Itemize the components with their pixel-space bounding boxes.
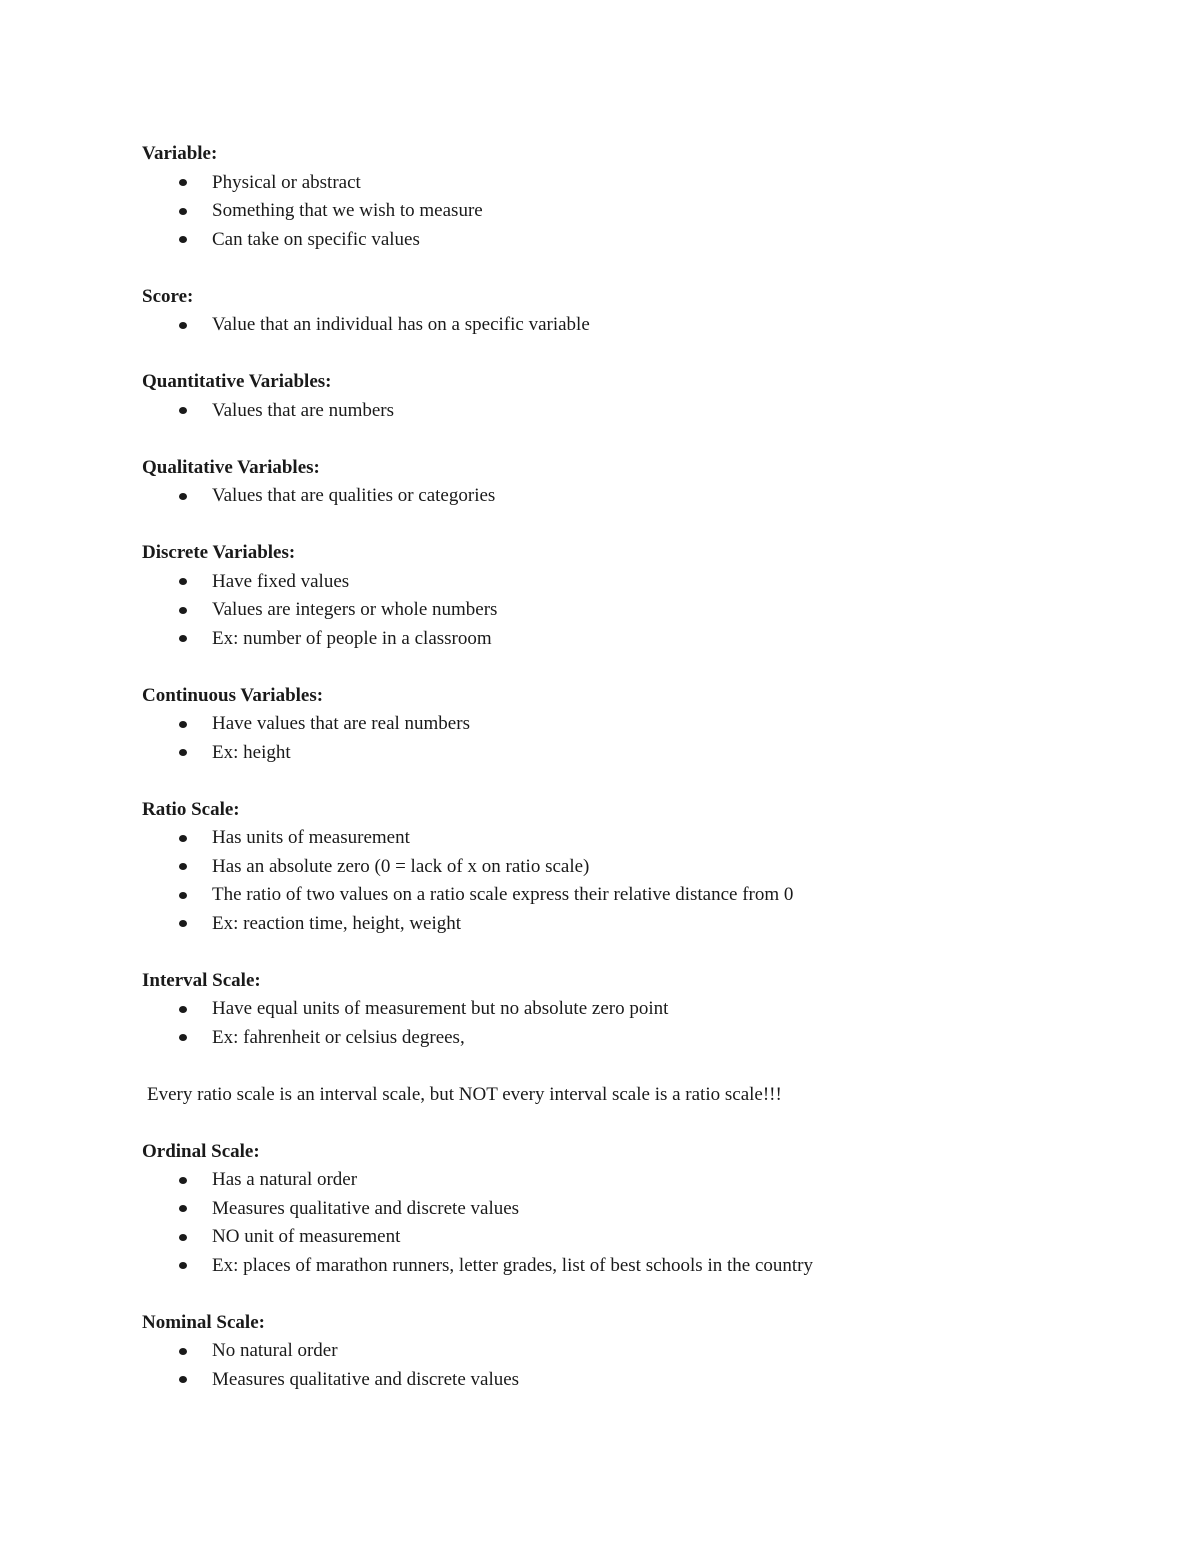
bullet-icon (179, 920, 187, 927)
list-item-text: Ex: fahrenheit or celsius degrees, (212, 1026, 465, 1048)
list-item (142, 910, 1122, 939)
section-qualitative-variables (142, 454, 1122, 511)
list-item (142, 1166, 1122, 1195)
bullet-icon (179, 635, 187, 642)
bullet-icon (179, 493, 187, 500)
section-quantitative-variables (142, 368, 1122, 425)
section-discrete-variables (142, 539, 1122, 653)
section-heading: Interval Scale: (142, 969, 261, 991)
bullet-list (142, 311, 1122, 340)
bullet-icon (179, 1348, 187, 1355)
list-item (142, 1024, 1122, 1053)
list-item-text: Physical or abstract (212, 171, 361, 193)
list-item-text: Have values that are real numbers (212, 713, 470, 734)
bullet-list (142, 1337, 1122, 1394)
list-item (142, 1337, 1122, 1366)
bullet-list (142, 710, 1122, 767)
list-item (142, 853, 1122, 882)
section-heading: Nominal Scale: (142, 1311, 265, 1333)
section-interval-scale (142, 967, 1122, 1053)
list-item-text: Ex: reaction time, height, weight (212, 912, 462, 934)
list-item (142, 881, 1122, 910)
bullet-list (142, 482, 1122, 511)
bullet-icon (179, 835, 187, 842)
list-item-text: Have equal units of measurement but no absolute zero point (212, 998, 669, 1019)
list-item-text: Measures qualitative and discrete values (212, 1197, 520, 1219)
section-heading: Variable: (142, 143, 218, 164)
section-heading: Continuous Variables: (142, 684, 324, 706)
bullet-icon (179, 607, 187, 614)
bullet-icon (179, 179, 187, 186)
bullet-icon (179, 1262, 187, 1269)
list-item-text: Can take on specific values (212, 228, 420, 250)
bullet-list (142, 169, 1122, 255)
bullet-list (142, 1166, 1122, 1280)
bullet-icon (179, 1376, 187, 1383)
list-item (142, 1223, 1122, 1252)
bullet-icon (179, 1177, 187, 1184)
list-item-text: Ex: height (212, 741, 291, 763)
list-item (142, 710, 1122, 739)
list-item (142, 311, 1122, 340)
list-item-text: The ratio of two values on a ratio scale express their relative distance from 0 (212, 884, 794, 905)
section-score (142, 283, 1122, 340)
list-item (142, 1366, 1122, 1395)
list-item-text: Has an absolute zero (0 = lack of x on ratio scale) (212, 855, 590, 877)
bullet-list (142, 824, 1122, 938)
section-heading: Ratio Scale: (142, 798, 240, 820)
section-continuous-variables (142, 682, 1122, 768)
list-item-text: Has a natural order (212, 1169, 358, 1190)
scale-note: Every ratio scale is an interval scale, but NOT every interval scale is a ratio scale!!! (147, 1083, 782, 1105)
list-item-text: Values are integers or whole numbers (212, 599, 498, 620)
bullet-icon (179, 1006, 187, 1013)
list-item (142, 197, 1122, 226)
bullet-icon (179, 892, 187, 899)
list-item (142, 824, 1122, 853)
bullet-icon (179, 863, 187, 870)
bullet-icon (179, 208, 187, 215)
bullet-list (142, 995, 1122, 1052)
bullet-icon (179, 322, 187, 329)
bullet-icon (179, 407, 187, 414)
bullet-icon (179, 1205, 187, 1212)
list-item-text: Values that are qualities or categories (212, 485, 496, 506)
list-item (142, 1195, 1122, 1224)
list-item-text: Measures qualitative and discrete values (212, 1368, 520, 1390)
section-variable (142, 140, 1122, 254)
list-item-text: NO unit of measurement (212, 1226, 401, 1247)
section-heading: Score: (142, 285, 194, 307)
bullet-list (142, 397, 1122, 426)
bullet-list (142, 568, 1122, 654)
section-ordinal-scale (142, 1138, 1122, 1281)
list-item (142, 568, 1122, 597)
section-heading: Discrete Variables: (142, 542, 296, 563)
list-item-text: Has units of measurement (212, 827, 410, 848)
list-item (142, 625, 1122, 654)
list-item-text: Have fixed values (212, 570, 350, 592)
section-heading: Quantitative Variables: (142, 371, 332, 392)
section-nominal-scale (142, 1309, 1122, 1395)
list-item (142, 596, 1122, 625)
bullet-icon (179, 721, 187, 728)
list-item-text: Ex: places of marathon runners, letter grades, list of best schools in the country (212, 1254, 813, 1276)
section-ratio-scale (142, 796, 1122, 939)
list-item-text: No natural order (212, 1340, 338, 1361)
list-item (142, 169, 1122, 198)
list-item (142, 482, 1122, 511)
document-body (142, 140, 1122, 1423)
list-item (142, 995, 1122, 1024)
list-item (142, 397, 1122, 426)
bullet-icon (179, 578, 187, 585)
list-item-text: Values that are numbers (212, 399, 395, 421)
section-heading: Ordinal Scale: (142, 1140, 260, 1162)
list-item (142, 739, 1122, 768)
list-item-text: Value that an individual has on a specific variable (212, 314, 590, 335)
list-item-text: Ex: number of people in a classroom (212, 627, 492, 649)
bullet-icon (179, 1234, 187, 1241)
list-item-text: Something that we wish to measure (212, 200, 483, 221)
list-item (142, 226, 1122, 255)
section-heading: Qualitative Variables: (142, 456, 320, 478)
list-item (142, 1252, 1122, 1281)
bullet-icon (179, 749, 187, 756)
bullet-icon (179, 1034, 187, 1041)
bullet-icon (179, 236, 187, 243)
